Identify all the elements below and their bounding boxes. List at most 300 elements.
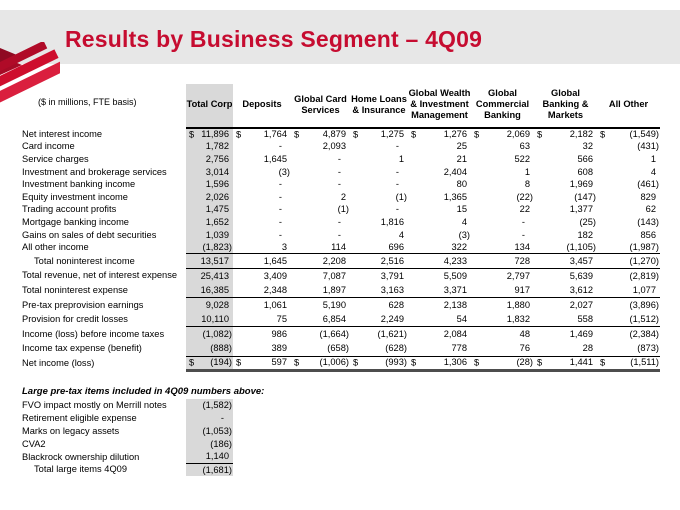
table-cell (408, 216, 471, 229)
table-cell (233, 128, 291, 141)
cell-value: (1,823) (202, 241, 232, 252)
cell-value: 608 (577, 166, 593, 177)
column-header-line: Management (411, 110, 468, 120)
table-cell (186, 153, 233, 166)
cell-value: 3,371 (443, 284, 467, 295)
table-cell (597, 298, 660, 313)
row-label: Investment and brokerage services (22, 166, 167, 177)
cell-value: 389 (271, 343, 287, 354)
row-label: Blackrock ownership dilution (22, 451, 140, 462)
cell-value: 2,069 (506, 129, 530, 140)
table-cell (186, 229, 233, 242)
cell-value: (25) (579, 216, 596, 227)
cell-value: 2,249 (380, 313, 404, 324)
table-cell (534, 229, 597, 242)
cell-value: (2,384) (629, 328, 659, 339)
cell-value: 8 (524, 179, 530, 190)
table-cell (291, 283, 350, 298)
large-item-row (22, 399, 233, 412)
dollar-sign: $ (236, 357, 242, 368)
cell-value: 1,039 (205, 229, 229, 240)
table-row (22, 191, 660, 204)
table-cell (534, 327, 597, 342)
table-cell (233, 216, 291, 229)
row-label: Net income (loss) (22, 357, 95, 368)
cell-value: (28) (516, 357, 533, 368)
cell-value: 75 (276, 313, 287, 324)
table-cell (471, 128, 534, 141)
column-header-line: Total Corp (186, 99, 233, 109)
table-cell (291, 191, 350, 204)
cell-value: 9,028 (205, 299, 229, 310)
cell-value: 1,764 (263, 129, 287, 140)
table-cell (597, 166, 660, 179)
table-cell (186, 166, 233, 179)
table-cell (471, 166, 534, 179)
cell-value: 5,509 (443, 270, 467, 281)
cell-value: 2,026 (205, 191, 229, 202)
row-label: Gains on sales of debt securities (22, 229, 157, 240)
cell-value: 2,404 (443, 166, 467, 177)
cell-value: (143) (637, 216, 659, 227)
cell-value: 3,409 (263, 270, 287, 281)
cell-value: 856 (640, 229, 656, 240)
cell-value: 22 (519, 204, 530, 215)
table-cell (291, 153, 350, 166)
table-row (22, 204, 660, 217)
table-cell (597, 342, 660, 357)
table-cell (408, 178, 471, 191)
cell-value: 15 (456, 204, 467, 215)
row-label: FVO impact mostly on Merrill notes (22, 399, 167, 410)
column-header (408, 84, 471, 128)
cell-value: 1,832 (506, 313, 530, 324)
table-cell (291, 254, 350, 269)
table-cell (233, 229, 291, 242)
dollar-sign: $ (600, 129, 606, 140)
table-cell (186, 298, 233, 313)
cell-value: 2,182 (569, 129, 593, 140)
table-cell (534, 298, 597, 313)
large-item-row (22, 451, 233, 464)
cell-value: 6,854 (322, 313, 346, 324)
table-cell (350, 141, 408, 154)
table-cell (233, 342, 291, 357)
column-header-line: & Investment (410, 99, 469, 109)
row-label: Total revenue, net of interest expense (22, 270, 178, 281)
table-cell (471, 269, 534, 284)
table-cell (534, 178, 597, 191)
table-cell (291, 298, 350, 313)
cell-value: 1,276 (443, 129, 467, 140)
table-cell (291, 166, 350, 179)
cell-value: - (337, 153, 341, 164)
cell-value: (1) (395, 191, 407, 202)
cell-value: 2,084 (443, 328, 467, 339)
table-cell (597, 216, 660, 229)
table-cell (350, 229, 408, 242)
table-cell (186, 463, 233, 476)
dollar-sign: $ (411, 357, 417, 368)
cell-value: 917 (514, 284, 530, 295)
table-cell (233, 269, 291, 284)
cell-value: (1,511) (630, 357, 659, 368)
table-cell (471, 327, 534, 342)
table-cell (186, 327, 233, 342)
cell-value: - (278, 204, 282, 215)
table-cell (408, 166, 471, 179)
table-cell (534, 166, 597, 179)
table-cell (408, 128, 471, 141)
cell-value: - (278, 179, 282, 190)
row-label: Trading account profits (22, 204, 117, 215)
dollar-sign: $ (189, 357, 195, 368)
cell-value: 628 (388, 299, 404, 310)
table-cell (291, 312, 350, 327)
cell-value: 4,233 (443, 255, 467, 266)
table-cell (291, 327, 350, 342)
cell-value: 1,377 (569, 204, 593, 215)
table-cell (350, 241, 408, 254)
cell-value: (1,664) (319, 328, 349, 339)
table-cell (471, 254, 534, 269)
table-cell (233, 191, 291, 204)
table-cell (408, 141, 471, 154)
table-row (22, 312, 660, 327)
table-cell (186, 399, 233, 412)
cell-value: 1,365 (443, 191, 467, 202)
table-cell (233, 356, 291, 371)
table-cell (186, 204, 233, 217)
row-label: Retirement eligible expense (22, 412, 137, 423)
table-cell (408, 269, 471, 284)
table-cell (186, 128, 233, 141)
table-cell (291, 178, 350, 191)
table-cell (291, 128, 350, 141)
cell-value: (147) (574, 191, 596, 202)
table-cell (186, 191, 233, 204)
column-header-line: Global (551, 88, 580, 98)
cell-value: (1,512) (629, 313, 659, 324)
table-cell (186, 178, 233, 191)
table-cell (291, 342, 350, 357)
cell-value: 48 (519, 328, 530, 339)
table-cell (291, 229, 350, 242)
table-cell (291, 141, 350, 154)
corner-cell (22, 84, 186, 128)
cell-value: 4,879 (322, 129, 346, 140)
cell-value: (1,105) (566, 241, 596, 252)
dollar-sign: $ (189, 129, 195, 140)
cell-value: (658) (327, 343, 349, 354)
column-header (350, 84, 408, 128)
cell-value: 728 (514, 255, 530, 266)
cell-value: (461) (637, 179, 659, 190)
cell-value: 1,077 (632, 284, 656, 295)
table-row (22, 283, 660, 298)
table-cell (350, 153, 408, 166)
cell-value: (1,053) (202, 425, 232, 436)
cell-value: (1,270) (629, 255, 659, 266)
row-label: Marks on legacy assets (22, 425, 120, 436)
cell-value: 1,897 (322, 284, 346, 295)
table-cell (350, 342, 408, 357)
cell-value: - (395, 166, 399, 177)
table-cell (350, 254, 408, 269)
cell-value: 2 (340, 191, 346, 202)
cell-value: 13,517 (200, 255, 229, 266)
table-cell (471, 178, 534, 191)
cell-value: (1,006) (319, 357, 349, 368)
dollar-sign: $ (353, 129, 359, 140)
table-cell (471, 283, 534, 298)
column-header (471, 84, 534, 128)
table-cell (534, 312, 597, 327)
table-cell (597, 178, 660, 191)
row-label: Total large items 4Q09 (34, 464, 128, 475)
table-cell (291, 356, 350, 371)
cell-value: 1,061 (263, 299, 287, 310)
table-row (22, 327, 660, 342)
cell-value: 1,469 (569, 328, 593, 339)
cell-value: 62 (645, 204, 656, 215)
large-item-row (22, 425, 233, 438)
table-cell (471, 312, 534, 327)
cell-value: 2,093 (322, 141, 346, 152)
table-cell (350, 178, 408, 191)
row-label: CVA2 (22, 438, 46, 449)
column-header-line: Global Card (294, 93, 347, 104)
table-cell (597, 153, 660, 166)
cell-value: 778 (451, 343, 467, 354)
cell-value: (186) (210, 438, 232, 449)
cell-value: (888) (210, 343, 232, 354)
segment-table (22, 84, 660, 372)
cell-value: 7,087 (322, 270, 346, 281)
cell-value: (3) (278, 166, 290, 177)
table-cell (534, 191, 597, 204)
column-header-line: Markets (547, 110, 584, 120)
table-row (22, 229, 660, 242)
dollar-sign: $ (294, 357, 300, 368)
table-row (22, 216, 660, 229)
table-cell (534, 141, 597, 154)
cell-value: (3,896) (629, 299, 659, 310)
large-items-heading: Large pre-tax items included in 4Q09 numbers above: (22, 386, 265, 397)
cell-value: 2,138 (443, 299, 467, 310)
table-cell (186, 356, 233, 371)
column-header-line: Commercial (475, 99, 530, 109)
dollar-sign: $ (600, 357, 606, 368)
header-row (22, 84, 660, 128)
cell-value: (1,621) (377, 328, 407, 339)
table-cell (350, 204, 408, 217)
table-cell (534, 153, 597, 166)
cell-value: - (337, 179, 341, 190)
row-label: Service charges (22, 153, 89, 164)
cell-value: 25 (456, 141, 467, 152)
row-label: Total noninterest expense (22, 284, 128, 295)
table-cell (350, 356, 408, 371)
cell-value: 2,797 (506, 270, 530, 281)
dollar-sign: $ (537, 129, 543, 140)
table-cell (534, 342, 597, 357)
cell-value: (3) (458, 229, 470, 240)
row-label: Equity investment income (22, 191, 128, 202)
table-cell (471, 216, 534, 229)
table-cell (291, 269, 350, 284)
table-cell (408, 356, 471, 371)
cell-value: 2,348 (263, 284, 287, 295)
cell-value: 63 (519, 141, 530, 152)
large-item-row (22, 412, 233, 425)
column-header (233, 84, 291, 128)
table-cell (471, 191, 534, 204)
table-cell (597, 141, 660, 154)
table-cell (471, 342, 534, 357)
table-cell (471, 356, 534, 371)
row-label: Net interest income (22, 128, 103, 139)
table-cell (408, 312, 471, 327)
cell-value: 1,816 (380, 216, 404, 227)
cell-value: 3,612 (569, 284, 593, 295)
table-row (22, 128, 660, 141)
row-label: Pre-tax preprovision earnings (22, 299, 144, 310)
dollar-sign: $ (294, 129, 300, 140)
cell-value: - (278, 229, 282, 240)
table-cell (471, 141, 534, 154)
cell-value: (873) (637, 343, 659, 354)
cell-value: - (278, 191, 282, 202)
cell-value: 114 (331, 241, 346, 252)
cell-value: 566 (577, 153, 593, 164)
cell-value: 1,441 (569, 357, 593, 368)
dollar-sign: $ (474, 357, 480, 368)
table-cell (291, 204, 350, 217)
table-cell (233, 178, 291, 191)
table-cell (350, 191, 408, 204)
cell-value: (2,819) (629, 270, 659, 281)
table-cell (233, 283, 291, 298)
cell-value: (1,582) (202, 399, 232, 410)
cell-value: 1,652 (205, 216, 229, 227)
table-cell (291, 216, 350, 229)
cell-value: 2,208 (322, 255, 346, 266)
table-cell (534, 283, 597, 298)
table-cell (233, 327, 291, 342)
table-cell (597, 312, 660, 327)
cell-value: 182 (577, 229, 593, 240)
table-row (22, 178, 660, 191)
cell-value: - (337, 229, 341, 240)
cell-value: 3 (281, 241, 287, 252)
table-cell (350, 128, 408, 141)
table-row (22, 342, 660, 357)
table-row (22, 298, 660, 313)
cell-value: 3,014 (205, 166, 229, 177)
column-header-line: Banking (484, 110, 521, 120)
dollar-sign: $ (353, 357, 359, 368)
table-cell (597, 128, 660, 141)
column-header-line: Home Loans (351, 93, 407, 104)
cell-value: 597 (271, 357, 287, 368)
cell-value: 322 (451, 241, 467, 252)
segment-table-wrap (22, 84, 660, 372)
cell-value: (194) (210, 357, 232, 368)
table-cell (534, 254, 597, 269)
table-cell (408, 191, 471, 204)
cell-value: 4 (650, 166, 656, 177)
table-row (22, 241, 660, 254)
table-cell (186, 283, 233, 298)
table-cell (233, 298, 291, 313)
table-cell (408, 283, 471, 298)
cell-value: - (521, 229, 525, 240)
cell-value: - (395, 179, 399, 190)
row-label: Investment banking income (22, 179, 136, 190)
table-cell (471, 153, 534, 166)
table-cell (471, 229, 534, 242)
table-cell (471, 298, 534, 313)
cell-value: 5,190 (322, 299, 346, 310)
cell-value: 54 (456, 313, 467, 324)
cell-value: - (337, 166, 341, 177)
column-header (534, 84, 597, 128)
cell-value: 522 (514, 153, 530, 164)
column-header (186, 84, 233, 128)
table-cell (534, 216, 597, 229)
cell-value: (22) (516, 191, 533, 202)
page-title: Results by Business Segment – 4Q09 (65, 26, 483, 52)
table-cell (408, 327, 471, 342)
cell-value: 2,756 (205, 153, 229, 164)
cell-value: 10,110 (201, 313, 229, 324)
table-cell (186, 216, 233, 229)
cell-value: 1,880 (506, 299, 530, 310)
table-cell (233, 312, 291, 327)
table-row (22, 153, 660, 166)
table-cell (186, 269, 233, 284)
table-cell (350, 283, 408, 298)
cell-value: 80 (456, 179, 467, 190)
row-label: Income tax expense (benefit) (22, 343, 142, 354)
cell-value: 134 (514, 241, 530, 252)
table-cell (597, 254, 660, 269)
table-row (22, 166, 660, 179)
table-cell (408, 298, 471, 313)
table-cell (408, 153, 471, 166)
cell-value: (1,987) (629, 241, 659, 252)
table-cell (186, 312, 233, 327)
cell-value: (1,082) (202, 328, 232, 339)
cell-value: 3,791 (380, 270, 404, 281)
cell-value: - (521, 216, 525, 227)
cell-value: 2,027 (569, 299, 593, 310)
cell-value: 76 (519, 343, 530, 354)
cell-value: 3,457 (569, 255, 593, 266)
cell-value: 3,163 (380, 284, 404, 295)
table-cell (233, 241, 291, 254)
cell-value: 558 (577, 313, 593, 324)
subtitle: ($ in millions, FTE basis) (38, 97, 137, 107)
cell-value: 1 (398, 153, 404, 164)
cell-value: 4 (398, 229, 404, 240)
table-cell (186, 254, 233, 269)
cell-value: 1,969 (569, 179, 593, 190)
table-row (22, 141, 660, 154)
column-header-line: Services (301, 104, 340, 115)
table-cell (350, 269, 408, 284)
